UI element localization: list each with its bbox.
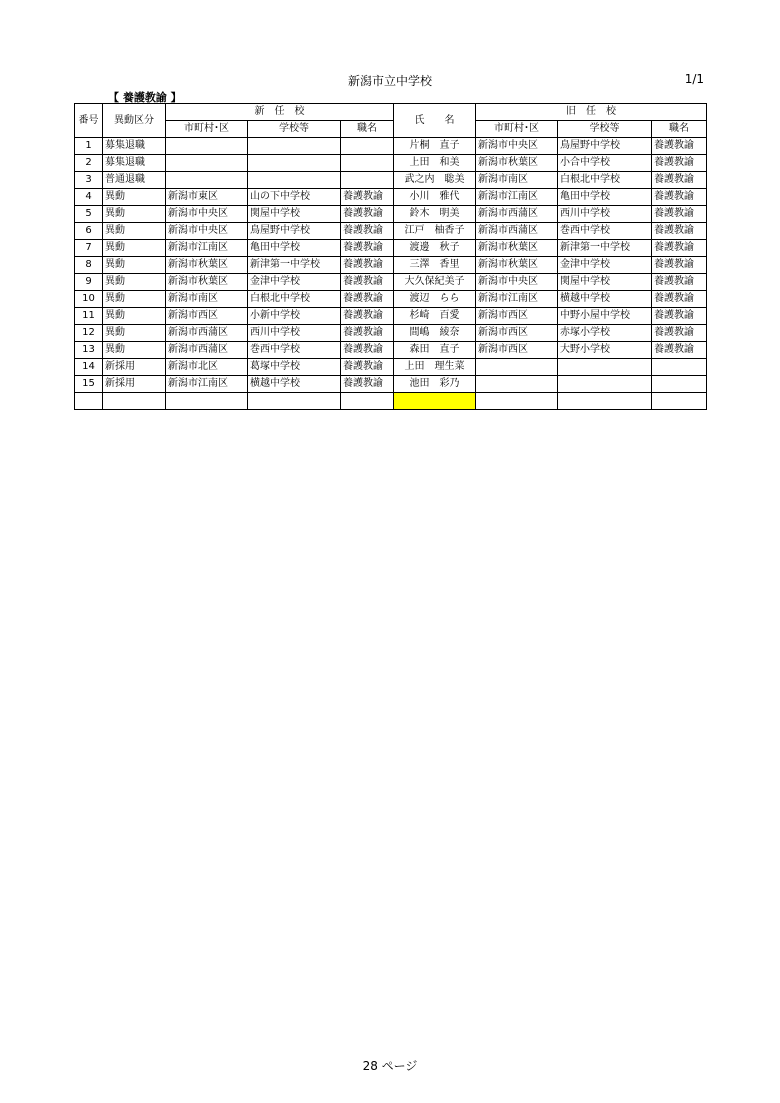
- new-school-cell: 鳥屋野中学校: [248, 223, 341, 240]
- old-school-cell: 巻西中学校: [558, 223, 652, 240]
- header-row-2: [75, 121, 707, 138]
- old-school-cell: 中野小屋中学校: [558, 308, 652, 325]
- new-school-cell: 金津中学校: [248, 274, 341, 291]
- old-city-cell: 新潟市秋葉区: [476, 155, 558, 172]
- new-city-cell: 新潟市江南区: [166, 240, 248, 257]
- new-position-cell: 養護教諭: [341, 206, 394, 223]
- new-school-cell: [248, 172, 341, 189]
- table-body: [75, 138, 707, 410]
- row-number-cell: 7: [75, 240, 103, 257]
- transfer-type-cell: 異動: [103, 257, 166, 274]
- table-row: [75, 359, 707, 376]
- old-city-cell: 新潟市中央区: [476, 274, 558, 291]
- col-old-position-header: 職名: [652, 121, 707, 138]
- teacher-name-cell: 武之内 聡美: [394, 172, 476, 189]
- new-position-cell: 養護教諭: [341, 376, 394, 393]
- table-row: [75, 257, 707, 274]
- teacher-name-cell: 鈴木 明美: [394, 206, 476, 223]
- new-position-cell: 養護教諭: [341, 189, 394, 206]
- table-row: [75, 189, 707, 206]
- transfer-type-cell: 異動: [103, 189, 166, 206]
- teacher-name-cell: 渡辺 らら: [394, 291, 476, 308]
- new-school-cell: 小新中学校: [248, 308, 341, 325]
- old-city-cell: 新潟市中央区: [476, 138, 558, 155]
- new-position-cell: [341, 172, 394, 189]
- old-position-cell: 養護教諭: [652, 325, 707, 342]
- row-number-cell: 8: [75, 257, 103, 274]
- table-row: [75, 138, 707, 155]
- old-school-cell: 金津中学校: [558, 257, 652, 274]
- new-position-cell: 養護教諭: [341, 308, 394, 325]
- old-position-cell: 養護教諭: [652, 155, 707, 172]
- row-number-cell: [75, 393, 103, 410]
- old-school-cell: 西川中学校: [558, 206, 652, 223]
- table-row: [75, 172, 707, 189]
- transfer-type-cell: 異動: [103, 308, 166, 325]
- row-number-cell: 5: [75, 206, 103, 223]
- col-old-school-group-header: 旧 任 校: [476, 104, 707, 121]
- new-city-cell: 新潟市西蒲区: [166, 325, 248, 342]
- new-school-cell: [248, 155, 341, 172]
- new-city-cell: 新潟市江南区: [166, 376, 248, 393]
- teacher-name-cell: 間嶋 綾奈: [394, 325, 476, 342]
- transfer-type-cell: 異動: [103, 274, 166, 291]
- new-city-cell: [166, 393, 248, 410]
- table-row: [75, 342, 707, 359]
- old-city-cell: [476, 393, 558, 410]
- row-number-cell: 2: [75, 155, 103, 172]
- new-city-cell: 新潟市西区: [166, 308, 248, 325]
- new-position-cell: 養護教諭: [341, 325, 394, 342]
- row-number-cell: 9: [75, 274, 103, 291]
- new-city-cell: 新潟市北区: [166, 359, 248, 376]
- row-number-cell: 13: [75, 342, 103, 359]
- new-school-cell: 白根北中学校: [248, 291, 341, 308]
- header-row-1: [75, 104, 707, 121]
- new-school-cell: [248, 138, 341, 155]
- teacher-name-cell: 大久保紀美子: [394, 274, 476, 291]
- table-row: [75, 376, 707, 393]
- new-city-cell: 新潟市西蒲区: [166, 342, 248, 359]
- row-number-cell: 1: [75, 138, 103, 155]
- old-city-cell: 新潟市江南区: [476, 291, 558, 308]
- transfer-type-cell: 新採用: [103, 376, 166, 393]
- new-city-cell: [166, 172, 248, 189]
- col-new-city-header: 市町村･区: [166, 121, 248, 138]
- old-city-cell: 新潟市西区: [476, 308, 558, 325]
- old-school-cell: 関屋中学校: [558, 274, 652, 291]
- table-row: [75, 393, 707, 410]
- col-name-header: 氏 名: [394, 104, 476, 138]
- old-school-cell: 大野小学校: [558, 342, 652, 359]
- teacher-name-cell: 江戸 柚香子: [394, 223, 476, 240]
- old-position-cell: 養護教諭: [652, 206, 707, 223]
- old-position-cell: 養護教諭: [652, 308, 707, 325]
- teacher-name-cell: 森田 直子: [394, 342, 476, 359]
- row-number-cell: 6: [75, 223, 103, 240]
- transfer-type-cell: 異動: [103, 206, 166, 223]
- transfer-type-cell: 異動: [103, 325, 166, 342]
- new-position-cell: [341, 155, 394, 172]
- old-school-cell: 白根北中学校: [558, 172, 652, 189]
- category-label: 【 養護教諭 】: [108, 91, 182, 104]
- table-row: [75, 308, 707, 325]
- old-city-cell: 新潟市西区: [476, 325, 558, 342]
- col-num-header: 番号: [75, 104, 103, 138]
- transfer-type-cell: 異動: [103, 342, 166, 359]
- teacher-name-cell: 小川 雅代: [394, 189, 476, 206]
- old-position-cell: 養護教諭: [652, 189, 707, 206]
- new-position-cell: 養護教諭: [341, 240, 394, 257]
- old-city-cell: 新潟市秋葉区: [476, 240, 558, 257]
- table-row: [75, 223, 707, 240]
- col-old-school-header: 学校等: [558, 121, 652, 138]
- col-new-position-header: 職名: [341, 121, 394, 138]
- row-number-cell: 4: [75, 189, 103, 206]
- transfer-type-cell: [103, 393, 166, 410]
- new-position-cell: 養護教諭: [341, 223, 394, 240]
- old-city-cell: [476, 376, 558, 393]
- teacher-name-cell: 池田 彩乃: [394, 376, 476, 393]
- new-city-cell: [166, 138, 248, 155]
- personnel-table: [74, 103, 707, 410]
- old-city-cell: 新潟市西蒲区: [476, 223, 558, 240]
- new-school-cell: 新津第一中学校: [248, 257, 341, 274]
- new-city-cell: 新潟市東区: [166, 189, 248, 206]
- new-school-cell: [248, 393, 341, 410]
- old-city-cell: 新潟市江南区: [476, 189, 558, 206]
- table-row: [75, 155, 707, 172]
- old-position-cell: [652, 393, 707, 410]
- new-position-cell: [341, 393, 394, 410]
- transfer-type-cell: 普通退職: [103, 172, 166, 189]
- old-city-cell: 新潟市南区: [476, 172, 558, 189]
- new-city-cell: 新潟市秋葉区: [166, 257, 248, 274]
- old-position-cell: 養護教諭: [652, 291, 707, 308]
- new-school-cell: 亀田中学校: [248, 240, 341, 257]
- old-position-cell: [652, 376, 707, 393]
- old-city-cell: 新潟市秋葉区: [476, 257, 558, 274]
- transfer-type-cell: 募集退職: [103, 155, 166, 172]
- table-row: [75, 206, 707, 223]
- old-position-cell: 養護教諭: [652, 172, 707, 189]
- teacher-name-cell: 三澤 香里: [394, 257, 476, 274]
- new-position-cell: 養護教諭: [341, 359, 394, 376]
- new-position-cell: 養護教諭: [341, 274, 394, 291]
- old-city-cell: 新潟市西区: [476, 342, 558, 359]
- col-new-school-header: 学校等: [248, 121, 341, 138]
- new-position-cell: 養護教諭: [341, 342, 394, 359]
- new-school-cell: 巻西中学校: [248, 342, 341, 359]
- teacher-name-cell: 上田 和美: [394, 155, 476, 172]
- old-school-cell: 鳥屋野中学校: [558, 138, 652, 155]
- new-city-cell: [166, 155, 248, 172]
- transfer-type-cell: 異動: [103, 223, 166, 240]
- old-position-cell: 養護教諭: [652, 240, 707, 257]
- new-school-cell: 葛塚中学校: [248, 359, 341, 376]
- page-number: 1/1: [684, 72, 704, 86]
- old-position-cell: 養護教諭: [652, 138, 707, 155]
- new-city-cell: 新潟市中央区: [166, 223, 248, 240]
- col-type-header: 異動区分: [103, 104, 166, 138]
- old-school-cell: 横越中学校: [558, 291, 652, 308]
- new-city-cell: 新潟市南区: [166, 291, 248, 308]
- col-new-school-group-header: 新 任 校: [166, 104, 394, 121]
- new-school-cell: 山の下中学校: [248, 189, 341, 206]
- transfer-type-cell: 新採用: [103, 359, 166, 376]
- old-school-cell: [558, 359, 652, 376]
- old-position-cell: [652, 359, 707, 376]
- col-old-city-header: 市町村･区: [476, 121, 558, 138]
- old-school-cell: 赤塚小学校: [558, 325, 652, 342]
- new-position-cell: [341, 138, 394, 155]
- teacher-name-cell: 片桐 直子: [394, 138, 476, 155]
- row-number-cell: 12: [75, 325, 103, 342]
- old-school-cell: [558, 393, 652, 410]
- table-row: [75, 240, 707, 257]
- row-number-cell: 15: [75, 376, 103, 393]
- row-number-cell: 3: [75, 172, 103, 189]
- transfer-type-cell: 異動: [103, 240, 166, 257]
- row-number-cell: 14: [75, 359, 103, 376]
- old-position-cell: 養護教諭: [652, 274, 707, 291]
- row-number-cell: 11: [75, 308, 103, 325]
- old-school-cell: 小合中学校: [558, 155, 652, 172]
- new-city-cell: 新潟市秋葉区: [166, 274, 248, 291]
- new-city-cell: 新潟市中央区: [166, 206, 248, 223]
- new-position-cell: 養護教諭: [341, 291, 394, 308]
- transfer-type-cell: 異動: [103, 291, 166, 308]
- row-number-cell: 10: [75, 291, 103, 308]
- new-school-cell: 西川中学校: [248, 325, 341, 342]
- table-row: [75, 325, 707, 342]
- teacher-name-cell: [394, 393, 476, 410]
- teacher-name-cell: 杉崎 百愛: [394, 308, 476, 325]
- transfer-type-cell: 募集退職: [103, 138, 166, 155]
- old-city-cell: 新潟市西蒲区: [476, 206, 558, 223]
- new-position-cell: 養護教諭: [341, 257, 394, 274]
- new-school-cell: 横越中学校: [248, 376, 341, 393]
- old-position-cell: 養護教諭: [652, 223, 707, 240]
- page-title: 新潟市立中学校: [347, 74, 432, 88]
- old-position-cell: 養護教諭: [652, 342, 707, 359]
- old-school-cell: 新津第一中学校: [558, 240, 652, 257]
- old-school-cell: [558, 376, 652, 393]
- teacher-name-cell: 渡邊 秋子: [394, 240, 476, 257]
- teacher-name-cell: 上田 理生菜: [394, 359, 476, 376]
- table-row: [75, 291, 707, 308]
- table-row: [75, 274, 707, 291]
- page-footer: 28 ページ: [362, 1059, 418, 1073]
- old-city-cell: [476, 359, 558, 376]
- old-position-cell: 養護教諭: [652, 257, 707, 274]
- new-school-cell: 関屋中学校: [248, 206, 341, 223]
- old-school-cell: 亀田中学校: [558, 189, 652, 206]
